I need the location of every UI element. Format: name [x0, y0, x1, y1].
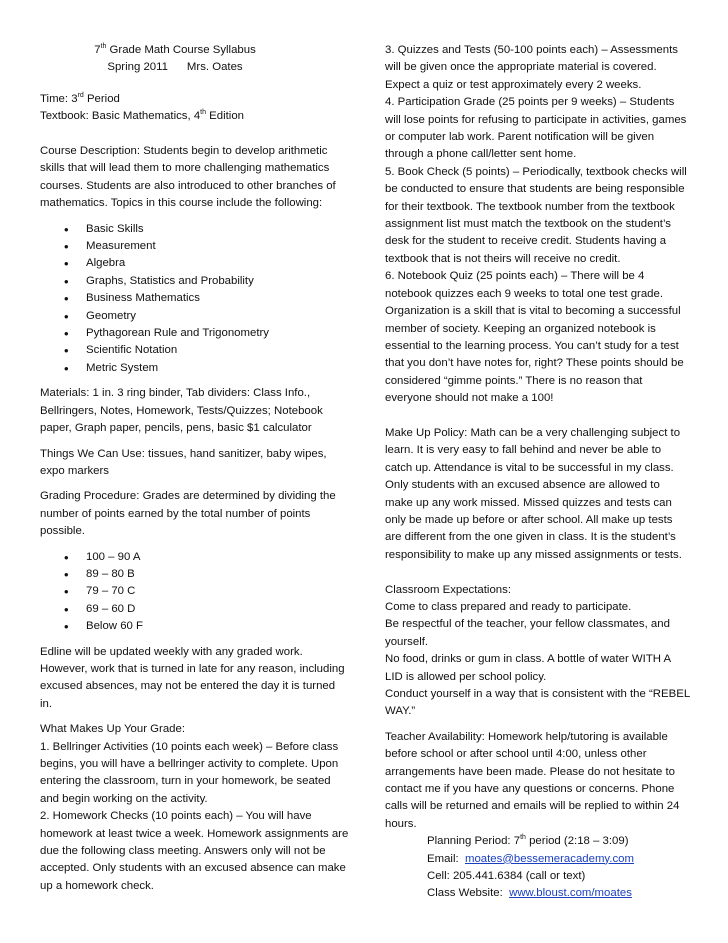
list-item: • Business Mathematics [40, 290, 350, 307]
planning-period: Planning Period: 7th period (2:18 – 3:09) [427, 834, 629, 848]
list-item: • 79 – 70 C [40, 583, 350, 600]
left-column [40, 42, 350, 895]
grade-item-participation: 4. Participation Grade (25 points per 9 weeks) – Students will lose points for refusing to participate in activities, games or computer lab work. Parent notification will be given through a phone call/letter sent home. [385, 96, 687, 161]
list-item: • Below 60 F [40, 618, 350, 635]
things-we-can-use: Things We Can Use: tissues, hand sanitizer, baby wipes, expo markers [40, 447, 327, 477]
right-column [385, 42, 690, 903]
list-item: • Metric System [40, 360, 350, 377]
list-item: • Algebra [40, 255, 350, 272]
list-item: • Measurement [40, 238, 350, 255]
list-item: • 69 – 60 D [40, 601, 350, 618]
class-time: Time: 3rd Period [40, 92, 120, 105]
grading-procedure: Grading Procedure: Grades are determined by dividing the number of points earned by the total number of points possible. [40, 490, 336, 538]
contact-block [385, 833, 690, 903]
expectation-item: Conduct yourself in a way that is consistent with the “REBEL WAY.” [385, 688, 690, 718]
website-link[interactable]: www.bloust.com/moates [509, 887, 632, 900]
expectations-heading: Classroom Expectations: [385, 583, 511, 596]
page-subtitle: Spring 2011 Mrs. Oates [107, 61, 243, 74]
page-title: 7th Grade Math Course Syllabus [94, 43, 256, 56]
grade-item-quizzes: 3. Quizzes and Tests (50-100 points each) – Assessments will be given once the appropriate material is covered. Expect a quiz or test approximately every 2 weeks. [385, 44, 678, 91]
list-item: • 100 – 90 A [40, 549, 350, 566]
textbook-info: Textbook: Basic Mathematics, 4th Edition [40, 109, 245, 123]
list-item: • Pythagorean Rule and Trigonometry [40, 325, 350, 342]
expectation-item: No food, drinks or gum in class. A bottle of water WITH A LID is allowed per school policy. [385, 653, 671, 683]
grade-item-book-check: 5. Book Check (5 points) – Periodically, textbook checks will be conducted to ensure that students are being responsible for their textbook. The textbook number from the textbook assignment list must match the textbook on the student’s desk for the student to receive credit. Students having a textbook that is not theirs will receive no credit. [385, 165, 687, 265]
grade-heading: What Makes Up Your Grade: [40, 723, 185, 736]
edline-note: Edline will be updated weekly with any graded work. However, work that is turned in late for any reason, including excused absences, may not be entered the day it is turned in. [40, 645, 345, 710]
grade-scale-list [40, 549, 350, 636]
grade-item-bellringer: 1. Bellringer Activities (10 points each week) – Before class begins, you will have a bellringer activity to complete. Upon entering the classroom, turn in your homework, be seated and begin working on the activity. [40, 740, 339, 805]
cell-phone: Cell: 205.441.6384 (call or text) [427, 870, 586, 883]
materials: Materials: 1 in. 3 ring binder, Tab dividers: Class Info., Bellringers, Notes, Homework, Tests/Quizzes; Notebook paper, Graph paper, pencils, pens, basic $1 calculator [40, 387, 323, 435]
list-item: • Basic Skills [40, 221, 350, 238]
email-link[interactable]: moates@bessemeracademy.com [464, 852, 634, 865]
grade-item-notebook-quiz: 6. Notebook Quiz (25 points each) – There will be 4 notebook quizzes each 9 weeks to total one test grade. Organization is a skill that is vital to becoming a successful member of society. Keeping an organized notebook is essential to the learning process. You can’t study for a test that you don’t have notes for, right? These points should be considered “gimme points.” There is no reason that everyone should not make a 100! [385, 270, 684, 405]
list-item: • 89 – 80 B [40, 566, 350, 583]
email-line: Email: moates@bessemeracademy.com [427, 852, 634, 865]
list-item: • Scientific Notation [40, 342, 350, 359]
expectation-item: Be respectful of the teacher, your fellow classmates, and yourself. [385, 618, 670, 648]
website-line: Class Website: www.bloust.com/moates [427, 887, 632, 900]
list-item: • Geometry [40, 308, 350, 325]
list-item: • Graphs, Statistics and Probability [40, 273, 350, 290]
makeup-policy: Make Up Policy: Math can be a very challenging subject to learn. It is very easy to fall behind and never be able to catch up. Attendance is vital to be successful in my class. Only students with an excused absence are allowed to make up any work missed. Missed quizzes and tests can only be made up before or after school. All make up tests are different from the one given in class. It is the student’s responsibility to make up any missed assignments or tests. [385, 426, 682, 561]
grade-item-homework: 2. Homework Checks (10 points each) – You will have homework at least twice a week. Homework assignments are due the following class meeting. Answers only will not be accepted. Only students with an excused absence can make up a homework check. [40, 810, 349, 892]
teacher-availability: Teacher Availability: Homework help/tutoring is available before school or after school until 4:00, unless other arrangements have been made. Please do not hesitate to contact me if you have any questions or concerns. Phone calls will be returned and emails will be replied to within 24 hours. [385, 730, 680, 830]
expectation-item: Come to class prepared and ready to participate. [385, 600, 632, 613]
course-description: Course Description: Students begin to develop arithmetic skills that will lead them to more challenging mathematics courses. Students are also introduced to other branches of mathematics. Topics in this course include the following: [40, 145, 336, 210]
topic-list [40, 221, 350, 378]
